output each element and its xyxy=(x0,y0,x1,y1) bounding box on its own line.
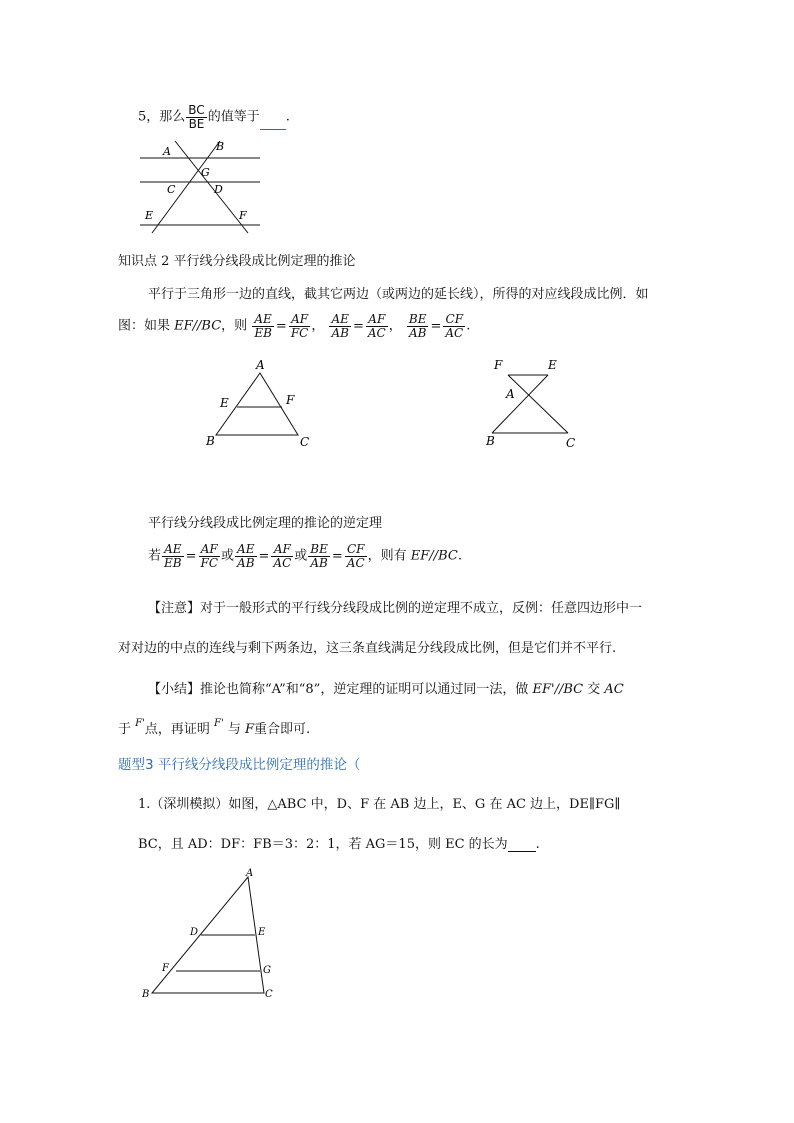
figure-triangle-problem1 xyxy=(138,865,288,1005)
converse-formula-line xyxy=(148,543,462,569)
equals: = xyxy=(258,548,270,564)
conv-frac-6 xyxy=(345,543,367,569)
tri2-label-C: C xyxy=(566,436,576,450)
q5-frac-num: BC xyxy=(188,103,205,117)
frac-den: FC xyxy=(290,325,309,340)
kp2-para1: 平行于三角形一边的直线，截其它两边（或两边的延长线），所得的对应线段成比例．如 xyxy=(148,287,649,302)
tri1-label-F: F xyxy=(286,393,295,407)
kp2-frac-6 xyxy=(443,313,465,339)
summary-text-c: 交 xyxy=(587,682,601,697)
q5-suffix: 的值等于 xyxy=(207,109,260,125)
fig1-label-B: B xyxy=(216,140,225,153)
fig4-label-C: C xyxy=(265,989,273,1000)
frac-num: AE xyxy=(329,313,350,327)
frac-num: AE xyxy=(252,313,274,327)
tri2-label-B: B xyxy=(486,434,495,448)
frac-num: AE xyxy=(162,543,184,557)
equals: = xyxy=(331,548,343,564)
kp2-frac-3 xyxy=(329,313,350,339)
frac-num: AF xyxy=(199,543,221,557)
frac-den: AB xyxy=(408,325,427,340)
kp2-line2-prefix: 图：如果 xyxy=(118,318,171,334)
conv-frac-3 xyxy=(235,543,256,569)
equals: = xyxy=(185,548,197,564)
converse-heading: 平行线分线段成比例定理的推论的逆定理 xyxy=(148,516,383,531)
period: . xyxy=(457,548,462,564)
fig4-label-D: D xyxy=(190,927,199,938)
frac-den: FC xyxy=(200,555,219,570)
conv-frac-2 xyxy=(199,543,221,569)
summary-fprime-2: F' xyxy=(214,718,224,729)
conv-frac-4 xyxy=(271,543,293,569)
figure-triangle-a xyxy=(200,355,320,450)
equals: = xyxy=(352,318,364,334)
problem1-line-1: 1.（深圳模拟）如图，△ABC 中，D、F 在 AB 边上，E、G 在 AC 边上，DE∥FG∥ xyxy=(138,797,621,812)
q5-line xyxy=(138,104,290,130)
q5-prefix: 5，那么 xyxy=(138,109,186,125)
summary-yu2: 与 xyxy=(227,722,241,737)
summary-text-a: 【小结】推论也简称“A”和“8”，逆定理的证明可以通过同一法，做 xyxy=(148,682,529,697)
frac-den: AB xyxy=(331,325,349,340)
kp2-frac-2 xyxy=(289,313,311,339)
tri1-label-C: C xyxy=(300,435,310,449)
fig1-label-C: C xyxy=(167,183,176,196)
frac-den: AC xyxy=(346,555,365,570)
frac-den: AC xyxy=(367,325,386,340)
frac-den: AB xyxy=(237,555,255,570)
problem1-line-2 xyxy=(138,833,540,852)
tri1-label-A: A xyxy=(256,358,265,372)
summary-yu: 于 xyxy=(118,722,132,737)
summary-text-b: 点，再证明 xyxy=(144,722,210,737)
q5-end: . xyxy=(285,109,290,125)
summary-line-2 xyxy=(118,718,310,737)
conv-frac-1 xyxy=(162,543,184,569)
equals: = xyxy=(275,318,287,334)
frac-den: AB xyxy=(310,555,328,570)
note-line-2: 对对边的中点的连线与剩下两条边，这三条直线满足分线段成比例，但是它们并不平行. xyxy=(118,641,617,656)
kp2-frac-1 xyxy=(252,313,274,339)
tri2-label-F: F xyxy=(494,358,503,372)
section3-title: 题型3 平行线分线段成比例定理的推论（ xyxy=(118,757,361,773)
kp2-line2 xyxy=(118,313,470,339)
frac-den: EB xyxy=(254,325,272,340)
summary-ac: AC xyxy=(604,682,624,697)
tri2-label-E: E xyxy=(548,358,557,372)
frac-den: AC xyxy=(445,325,464,340)
fig4-label-F: F xyxy=(162,963,169,974)
kp2-then: ，则 xyxy=(221,318,248,334)
if-word: 若 xyxy=(148,548,162,564)
converse-conclusion: EF//BC xyxy=(410,548,458,564)
equals: = xyxy=(430,318,442,334)
frac-num: CF xyxy=(443,313,465,327)
q5-answer-blank[interactable] xyxy=(260,117,286,130)
frac-num: BE xyxy=(408,312,427,326)
then-word: ，则有 xyxy=(367,548,407,564)
problem1-text: BC，且 AD：DF：FB＝3：2：1，若 AG＝15，则 EC 的长为 xyxy=(138,837,508,852)
kp2-frac-5 xyxy=(407,313,429,339)
fig4-label-G: G xyxy=(263,965,271,976)
fig1-label-D: D xyxy=(214,183,223,196)
frac-num: CF xyxy=(345,543,367,557)
q5-frac-den: BE xyxy=(188,116,205,131)
separator: ， xyxy=(388,318,402,334)
fig1-label-A: A xyxy=(163,145,171,158)
summary-f: F xyxy=(244,722,255,737)
tri1-label-E: E xyxy=(220,396,229,410)
summary-line-1 xyxy=(148,678,624,697)
figure-hourglass xyxy=(480,355,590,450)
figure-parallel-lines xyxy=(130,135,270,235)
fig4-label-B: B xyxy=(142,989,150,1000)
segment-fc xyxy=(508,375,568,433)
kp2-heading: 知识点 2 平行线分线段成比例定理的推论 xyxy=(118,254,356,269)
frac-num: AE xyxy=(235,543,256,557)
conv-frac-5 xyxy=(308,543,330,569)
tri1-label-B: B xyxy=(206,434,215,448)
segment-eb xyxy=(492,375,548,433)
frac-num: BE xyxy=(310,542,328,556)
frac-den: AC xyxy=(273,555,292,570)
frac-den: EB xyxy=(164,555,182,570)
note-line-1: 【注意】对于一般形式的平行线分线段成比例的逆定理不成立，反例：任意四边形中一 xyxy=(148,601,643,616)
problem1-answer-blank[interactable] xyxy=(508,839,536,852)
kp2-frac-4 xyxy=(366,313,388,339)
tri2-label-A: A xyxy=(506,387,515,401)
fig1-label-F: F xyxy=(239,209,247,222)
fig1-label-G: G xyxy=(201,166,210,179)
summary-construct: EF'//BC xyxy=(532,682,584,697)
fig4-label-A: A xyxy=(246,868,254,879)
frac-num: AF xyxy=(366,313,388,327)
summary-text-e: 重合即可. xyxy=(254,722,311,737)
fig4-label-E: E xyxy=(258,927,266,938)
summary-fprime-1: F' xyxy=(135,718,145,729)
or-word: 或 xyxy=(221,548,235,564)
period: . xyxy=(466,318,471,334)
separator: ， xyxy=(311,318,325,334)
period: . xyxy=(535,837,540,852)
kp2-condition: EF//BC xyxy=(174,318,222,334)
frac-num: AF xyxy=(271,543,293,557)
q5-fraction xyxy=(186,104,206,130)
frac-num: AF xyxy=(289,313,311,327)
fig1-label-E: E xyxy=(145,209,154,222)
or-word: 或 xyxy=(294,548,308,564)
